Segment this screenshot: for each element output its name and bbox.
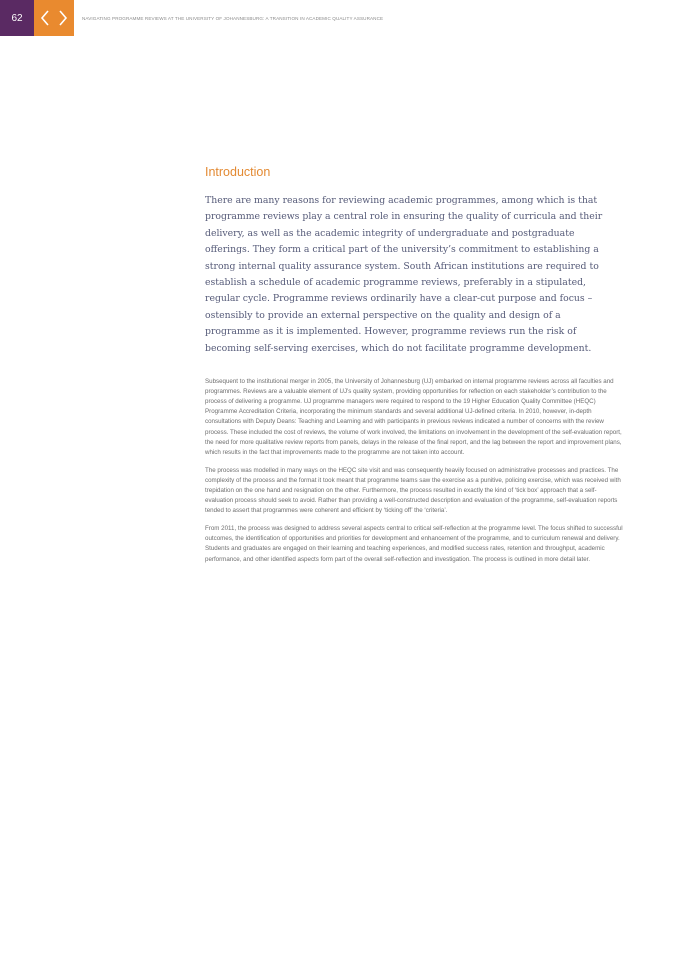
body-paragraph: From 2011, the process was designed to address several aspects central to critical self-reflection at the programme level. The focus shifted to successful outcomes, the identification of opportunities and priorities for development and enhancement of the programme, and to curriculum renewal and delivery. Students and graduates are engaged on their learning and teaching experiences, and modified success rates, retention and throughput, academic performance, and other identified aspects form part of the overall self-reflection and investigation. The process is outlined in more detail later. <box>205 525 623 563</box>
chevron-left-icon <box>40 9 50 27</box>
chevron-right-icon <box>58 9 68 27</box>
page-number: 62 <box>11 12 23 24</box>
intro-paragraph: There are many reasons for reviewing academic programmes, among which is that programme reviews play a central role in ensuring the quality of curricula and their delivery, as well as the academic integrity of undergraduate and postgraduate offerings. They form a critical part of the university’s commitment to establishing a strong internal quality assurance system. South African institutions are required to establish a schedule of academic programme reviews, preferably in a stipulated, regular cycle. Programme reviews ordinarily have a clear-cut purpose and focus – ostensibly to provide an external perspective on the quality and design of a programme as it is implemented. However, programme reviews run the risk of becoming self-serving exercises, which do not facilitate programme development. <box>205 195 603 354</box>
section-heading: Introduction <box>205 165 271 179</box>
top-bar <box>0 0 680 36</box>
article-body <box>205 165 625 573</box>
page-number-badge <box>0 0 34 36</box>
running-head: NAVIGATING PROGRAMME REVIEWS AT THE UNIVERSITY OF JOHANNESBURG: A TRANSITION IN ACADEMIC QUALITY ASSURANCE <box>82 15 384 21</box>
body-paragraph: Subsequent to the institutional merger in 2005, the University of Johannesburg (UJ) embarked on internal programme reviews across all faculties and programmes. Reviews are a valuable element of UJ’s quality system, providing opportunities for reflection on each stakeholder’s contribution to the process of delivering a programme. UJ programme managers were required to respond to the 19 Higher Education Quality Committee (HEQC) Programme Accreditation Criteria, incorporating the minimum standards and several additional UJ-defined criteria. In 2010, however, in-depth consultations with Deputy Deans: Teaching and Learning and with participants in previous reviews indicated a number of concerns with the review process. These included the cost of reviews, the volume of work involved, the limitations on involvement in the development of the self-evaluation report, the need for more qualitative review reports from panels, delays in the release of the final report, and the lag between the report and improvement plans, which results in the fact that improvements made to the programme are not taken into account. <box>205 378 622 456</box>
page-navigation <box>34 0 74 36</box>
previous-page-button[interactable] <box>37 5 53 31</box>
next-page-button[interactable] <box>55 5 71 31</box>
body-paragraph: The process was modelled in many ways on the HEQC site visit and was consequently heavily focused on administrative processes and practices. The complexity of the process and the format it took meant that programme teams saw the exercise as a punitive, policing exercise, which was received with trepidation on the one hand and resignation on the other. Furthermore, the process resulted in exactly the kind of ‘tick box’ approach that a self-evaluation process should seek to avoid. Rather than providing a well-constructed description and evaluation of the programme, self-evaluation reports tended to assert that programmes were coherent and efficient by ‘ticking off’ the ‘criteria’. <box>205 466 621 515</box>
